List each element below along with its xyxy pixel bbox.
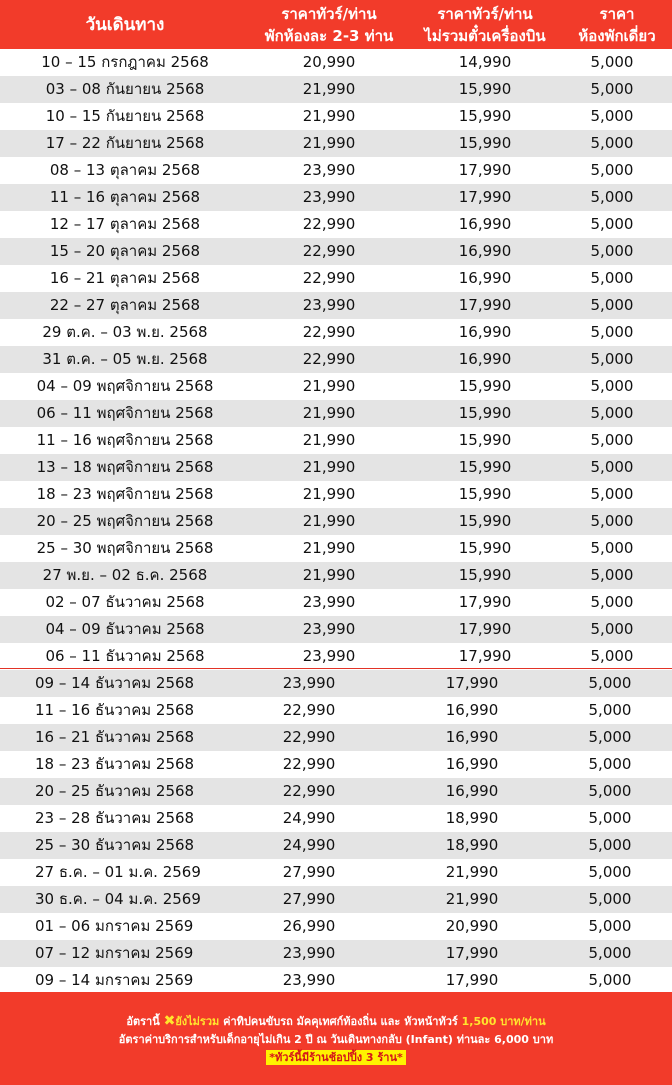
row-single-room: 5,000 — [590, 107, 634, 125]
row-single-room: 5,000 — [588, 917, 632, 935]
header-price-no-flight — [408, 0, 562, 49]
row-price-no-flight: 17,990 — [458, 647, 512, 665]
row-price-no-flight: 15,990 — [458, 485, 512, 503]
row-single-room: 5,000 — [590, 242, 634, 260]
row-single-room: 5,000 — [590, 647, 634, 665]
row-date: 18 – 23 พฤศจิกายน 2568 — [36, 485, 214, 503]
row-price-share: 23,990 — [302, 296, 356, 314]
row-price-no-flight: 21,990 — [445, 863, 499, 881]
table-row — [0, 724, 672, 751]
row-date: 11 – 16 ตุลาคม 2568 — [49, 188, 201, 206]
row-price-no-flight: 17,990 — [458, 161, 512, 179]
table-row — [0, 616, 672, 643]
row-price-share: 22,990 — [282, 755, 336, 773]
row-date: 12 – 17 ตุลาคม 2568 — [49, 215, 201, 233]
row-single-room: 5,000 — [588, 674, 632, 692]
group-divider — [0, 668, 672, 669]
row-price-share: 23,990 — [302, 620, 356, 638]
table-row — [0, 292, 672, 319]
footer-line-shopping — [0, 1050, 672, 1066]
row-price-no-flight: 17,990 — [458, 620, 512, 638]
table-row — [0, 130, 672, 157]
table-row — [0, 454, 672, 481]
table-row — [0, 238, 672, 265]
row-price-share: 21,990 — [302, 458, 356, 476]
row-price-no-flight: 14,990 — [458, 53, 512, 71]
row-price-share: 23,990 — [302, 188, 356, 206]
table-row — [0, 481, 672, 508]
row-date: 07 – 12 มกราคม 2569 — [35, 944, 194, 962]
header-single-room — [562, 0, 672, 49]
row-price-share: 22,990 — [282, 701, 336, 719]
row-price-share: 23,990 — [302, 161, 356, 179]
row-price-share: 21,990 — [302, 107, 356, 125]
table-header — [0, 0, 672, 49]
row-single-room: 5,000 — [588, 971, 632, 989]
row-price-share: 21,990 — [302, 80, 356, 98]
row-single-room: 5,000 — [588, 944, 632, 962]
table-row — [0, 103, 672, 130]
row-price-no-flight: 21,990 — [445, 890, 499, 908]
row-price-no-flight: 17,990 — [445, 971, 499, 989]
row-date: 04 – 09 ธันวาคม 2568 — [45, 620, 205, 638]
row-price-share: 21,990 — [302, 566, 356, 584]
row-date: 03 – 08 กันยายน 2568 — [45, 80, 205, 98]
row-date: 18 – 23 ธันวาคม 2568 — [35, 755, 195, 773]
footer-line-tips — [0, 1013, 672, 1030]
row-price-share: 21,990 — [302, 485, 356, 503]
row-price-no-flight: 16,990 — [445, 728, 499, 746]
row-single-room: 5,000 — [588, 863, 632, 881]
row-price-share: 22,990 — [302, 215, 356, 233]
footer-tips-text: ค่าทิปคนขับรถ มัคคุเทศก์ท้องถิ่น และ หัวหน้าทัวร์ — [223, 1015, 458, 1028]
table-row — [0, 940, 672, 967]
row-price-share: 22,990 — [282, 728, 336, 746]
row-price-share: 23,990 — [282, 674, 336, 692]
row-date: 09 – 14 มกราคม 2569 — [35, 971, 194, 989]
row-single-room: 5,000 — [588, 809, 632, 827]
row-single-room: 5,000 — [590, 215, 634, 233]
row-date: 15 – 20 ตุลาคม 2568 — [49, 242, 201, 260]
table-row — [0, 643, 672, 670]
table-row — [0, 805, 672, 832]
row-date: 31 ต.ค. – 05 พ.ย. 2568 — [42, 350, 208, 368]
table-row — [0, 967, 672, 994]
row-price-no-flight: 17,990 — [458, 296, 512, 314]
table-row — [0, 778, 672, 805]
x-mark-icon: ✖ — [163, 1013, 176, 1029]
row-price-no-flight: 20,990 — [445, 917, 499, 935]
row-single-room: 5,000 — [590, 350, 634, 368]
row-single-room: 5,000 — [590, 188, 634, 206]
row-date: 06 – 11 ธันวาคม 2568 — [45, 647, 205, 665]
table-row — [0, 670, 672, 697]
table-row — [0, 184, 672, 211]
row-price-share: 23,990 — [302, 593, 356, 611]
table-row — [0, 751, 672, 778]
row-single-room: 5,000 — [588, 890, 632, 908]
header-single-room-line1: ราคา — [599, 4, 635, 23]
row-price-no-flight: 15,990 — [458, 431, 512, 449]
row-date: 08 – 13 ตุลาคม 2568 — [49, 161, 201, 179]
row-date: 10 – 15 กันยายน 2568 — [45, 107, 205, 125]
row-price-share: 27,990 — [282, 890, 336, 908]
row-date: 02 – 07 ธันวาคม 2568 — [45, 593, 205, 611]
row-single-room: 5,000 — [590, 566, 634, 584]
row-price-share: 21,990 — [302, 377, 356, 395]
row-date: 10 – 15 กรกฎาคม 2568 — [41, 53, 209, 71]
row-price-no-flight: 16,990 — [445, 701, 499, 719]
row-single-room: 5,000 — [588, 782, 632, 800]
row-single-room: 5,000 — [590, 458, 634, 476]
table-row — [0, 49, 672, 76]
row-price-share: 21,990 — [302, 512, 356, 530]
table-row — [0, 859, 672, 886]
row-single-room: 5,000 — [590, 269, 634, 287]
row-price-share: 22,990 — [302, 269, 356, 287]
row-date: 11 – 16 ธันวาคม 2568 — [35, 701, 195, 719]
header-date — [0, 0, 250, 49]
row-date: 30 ธ.ค. – 04 ม.ค. 2569 — [35, 890, 201, 908]
row-single-room: 5,000 — [588, 836, 632, 854]
header-price-no-flight-line2: ไม่รวมตั๋วเครื่องบิน — [424, 26, 546, 45]
table-row — [0, 427, 672, 454]
row-single-room: 5,000 — [590, 593, 634, 611]
row-single-room: 5,000 — [590, 53, 634, 71]
header-price-no-flight-line1: ราคาทัวร์/ท่าน — [437, 4, 533, 23]
row-price-share: 23,990 — [302, 647, 356, 665]
row-price-no-flight: 18,990 — [445, 836, 499, 854]
row-date: 09 – 14 ธันวาคม 2568 — [35, 674, 195, 692]
table-row — [0, 832, 672, 859]
header-price-share-line1: ราคาทัวร์/ท่าน — [281, 4, 377, 23]
row-price-no-flight: 16,990 — [445, 755, 499, 773]
row-date: 20 – 25 พฤศจิกายน 2568 — [36, 512, 214, 530]
table-row — [0, 535, 672, 562]
row-date: 06 – 11 พฤศจิกายน 2568 — [36, 404, 214, 422]
row-price-share: 22,990 — [282, 782, 336, 800]
row-date: 27 ธ.ค. – 01 ม.ค. 2569 — [35, 863, 201, 881]
row-date: 22 – 27 ตุลาคม 2568 — [49, 296, 201, 314]
table-row — [0, 400, 672, 427]
row-single-room: 5,000 — [590, 296, 634, 314]
row-price-no-flight: 16,990 — [445, 782, 499, 800]
row-price-share: 27,990 — [282, 863, 336, 881]
row-price-no-flight: 16,990 — [458, 350, 512, 368]
row-date: 25 – 30 ธันวาคม 2568 — [35, 836, 195, 854]
header-single-room-line2: ห้องพักเดี่ยว — [578, 26, 656, 45]
row-single-room: 5,000 — [590, 134, 634, 152]
row-price-no-flight: 15,990 — [458, 80, 512, 98]
row-single-room: 5,000 — [590, 161, 634, 179]
row-single-room: 5,000 — [590, 512, 634, 530]
row-single-room: 5,000 — [590, 620, 634, 638]
row-date: 25 – 30 พฤศจิกายน 2568 — [36, 539, 214, 557]
table-row — [0, 697, 672, 724]
header-price-share — [250, 0, 408, 49]
row-price-no-flight: 15,990 — [458, 107, 512, 125]
row-price-share: 22,990 — [302, 242, 356, 260]
row-price-no-flight: 17,990 — [458, 188, 512, 206]
row-price-no-flight: 15,990 — [458, 539, 512, 557]
row-price-share: 22,990 — [302, 350, 356, 368]
row-price-share: 26,990 — [282, 917, 336, 935]
row-price-no-flight: 16,990 — [458, 215, 512, 233]
row-date: 01 – 06 มกราคม 2569 — [35, 917, 194, 935]
row-date: 23 – 28 ธันวาคม 2568 — [35, 809, 195, 827]
footer-not-included: ยังไม่รวม — [175, 1015, 220, 1028]
row-price-no-flight: 17,990 — [458, 593, 512, 611]
row-price-no-flight: 15,990 — [458, 512, 512, 530]
table-row — [0, 211, 672, 238]
table-row — [0, 265, 672, 292]
table-row — [0, 886, 672, 913]
row-single-room: 5,000 — [588, 728, 632, 746]
row-price-share: 21,990 — [302, 431, 356, 449]
table-row — [0, 508, 672, 535]
row-price-no-flight: 17,990 — [445, 674, 499, 692]
row-price-no-flight: 15,990 — [458, 404, 512, 422]
row-date: 04 – 09 พฤศจิกายน 2568 — [36, 377, 214, 395]
row-price-no-flight: 17,990 — [445, 944, 499, 962]
row-price-share: 24,990 — [282, 809, 336, 827]
header-price-share-line2: พักห้องละ 2-3 ท่าน — [264, 26, 394, 45]
row-date: 13 – 18 พฤศจิกายน 2568 — [36, 458, 214, 476]
row-single-room: 5,000 — [590, 485, 634, 503]
row-price-share: 23,990 — [282, 944, 336, 962]
row-single-room: 5,000 — [590, 377, 634, 395]
row-price-no-flight: 16,990 — [458, 323, 512, 341]
row-price-no-flight: 16,990 — [458, 242, 512, 260]
row-price-share: 24,990 — [282, 836, 336, 854]
table-row — [0, 319, 672, 346]
row-date: 29 ต.ค. – 03 พ.ย. 2568 — [42, 323, 208, 341]
header-date-label: วันเดินทาง — [85, 14, 165, 35]
table-row — [0, 157, 672, 184]
row-price-no-flight: 16,990 — [458, 269, 512, 287]
row-price-no-flight: 18,990 — [445, 809, 499, 827]
row-date: 11 – 16 พฤศจิกายน 2568 — [36, 431, 214, 449]
row-price-no-flight: 15,990 — [458, 134, 512, 152]
table-row — [0, 346, 672, 373]
table-row — [0, 589, 672, 616]
row-price-no-flight: 15,990 — [458, 377, 512, 395]
footer-prefix: อัตรานี้ — [126, 1015, 160, 1028]
row-price-share: 21,990 — [302, 404, 356, 422]
table-row — [0, 913, 672, 940]
row-date: 17 – 22 กันยายน 2568 — [45, 134, 205, 152]
row-date: 16 – 21 ธันวาคม 2568 — [35, 728, 195, 746]
row-price-share: 22,990 — [302, 323, 356, 341]
row-single-room: 5,000 — [590, 323, 634, 341]
row-single-room: 5,000 — [588, 755, 632, 773]
row-price-share: 21,990 — [302, 539, 356, 557]
row-price-share: 20,990 — [302, 53, 356, 71]
row-price-no-flight: 15,990 — [458, 566, 512, 584]
row-single-room: 5,000 — [590, 431, 634, 449]
row-date: 20 – 25 ธันวาคม 2568 — [35, 782, 195, 800]
table-row — [0, 373, 672, 400]
row-single-room: 5,000 — [590, 404, 634, 422]
shopping-notice: *ทัวร์นี้มีร้านช้อปปิ้ง 3 ร้าน* — [266, 1050, 406, 1065]
row-single-room: 5,000 — [590, 539, 634, 557]
footer-tips-amount: 1,500 บาท/ท่าน — [461, 1015, 546, 1028]
footer-notes — [0, 992, 672, 1085]
table-row — [0, 562, 672, 589]
row-single-room: 5,000 — [590, 80, 634, 98]
row-date: 16 – 21 ตุลาคม 2568 — [49, 269, 201, 287]
row-single-room: 5,000 — [588, 701, 632, 719]
row-price-share: 23,990 — [282, 971, 336, 989]
price-table-body — [0, 49, 672, 994]
footer-line-infant: อัตราค่าบริการสำหรับเด็กอายุไม่เกิน 2 ปี ณ วันเดินทางกลับ (Infant) ท่านละ 6,000 บาท — [118, 1033, 554, 1046]
row-date: 27 พ.ย. – 02 ธ.ค. 2568 — [42, 566, 208, 584]
table-row — [0, 76, 672, 103]
row-price-no-flight: 15,990 — [458, 458, 512, 476]
row-price-share: 21,990 — [302, 134, 356, 152]
